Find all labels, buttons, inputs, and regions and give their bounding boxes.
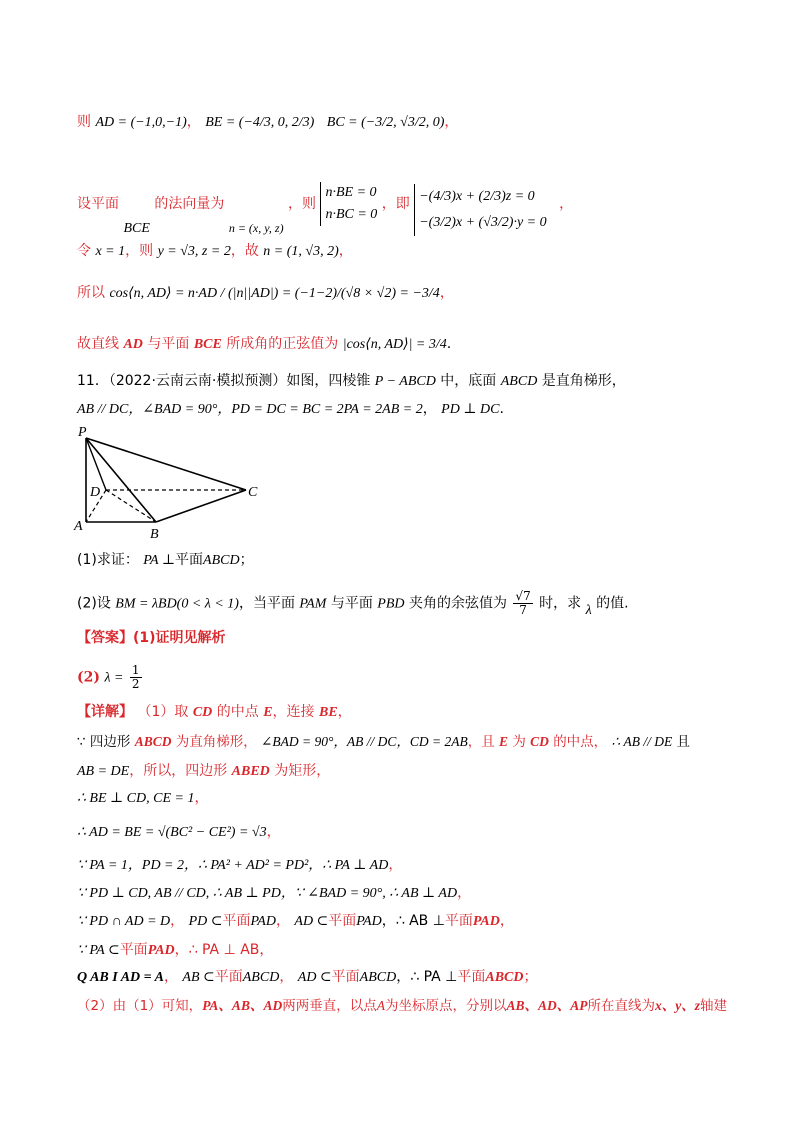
text: 与平面 xyxy=(330,595,373,612)
math: A xyxy=(376,998,385,1013)
math: ∠BAD = 90°，AB // DC，CD = 2AB xyxy=(261,734,468,749)
text: 所在直线为 xyxy=(587,998,655,1014)
math: PAM xyxy=(299,596,327,612)
text: (2)设 xyxy=(77,595,111,612)
math: AD ⊂ xyxy=(297,970,332,985)
text: 则 xyxy=(77,114,91,130)
math: PA、AB、AD xyxy=(202,998,283,1013)
label-b: B xyxy=(150,527,159,542)
text: 所以 xyxy=(77,285,105,301)
text: ， xyxy=(194,790,209,806)
text: 平面 xyxy=(222,913,251,929)
text: 夹角的余弦值为 xyxy=(408,595,507,612)
text: (1)证明见解析 xyxy=(133,630,226,646)
text: 故直线 xyxy=(77,336,119,352)
text: ， xyxy=(259,942,274,958)
numerator: √7 xyxy=(515,589,531,603)
text: 平面 xyxy=(328,913,357,929)
math: BE xyxy=(318,705,338,720)
text: ， xyxy=(186,114,201,130)
detail-label: 【详解】 xyxy=(77,704,133,720)
text: ， xyxy=(170,913,185,929)
math: n = (1, √3, 2) xyxy=(263,244,339,259)
detail-7 xyxy=(77,883,471,904)
detail-11 xyxy=(77,996,727,1016)
math: PA ⊥ xyxy=(143,553,176,568)
text: 与平面 xyxy=(147,336,190,352)
math: CD xyxy=(192,705,213,720)
text: ， xyxy=(163,969,178,985)
text: 平面 xyxy=(119,942,148,958)
plane-name: BCE xyxy=(123,221,150,236)
text: 且 xyxy=(676,734,690,750)
label-c: C xyxy=(248,485,258,500)
text: 11．（2022·云南云南·模拟预测）如图，四棱锥 xyxy=(77,373,371,389)
math: AD xyxy=(123,337,143,352)
question-11-conditions xyxy=(77,399,504,420)
vector-bc: BC = (−3/2, √3/2, 0) xyxy=(326,115,445,130)
denominator: 2 xyxy=(131,677,140,691)
answer xyxy=(77,628,226,648)
text: (2) xyxy=(77,669,100,686)
equation: −(3/2)x + (√3/2)·y = 0 xyxy=(419,215,547,230)
math: AB = DE xyxy=(77,764,130,779)
text: ， xyxy=(338,243,353,259)
label-a: A xyxy=(74,519,83,534)
text: ，∴ AB ⊥ xyxy=(381,913,445,929)
text: 的中点 xyxy=(216,704,259,720)
math: BM = λBD(0 < λ < 1) xyxy=(115,596,239,612)
text: 为直角梯形， xyxy=(175,734,257,750)
text: （2）由（1）可知， xyxy=(77,998,203,1014)
text: 所成角的正弦值为 xyxy=(226,336,339,352)
detail-4 xyxy=(77,788,208,809)
text: （1）取 xyxy=(137,704,189,720)
equation-system-2 xyxy=(414,184,546,236)
vector-be: BE = (−4/3, 0, 2/3) xyxy=(205,115,315,130)
text: . xyxy=(499,401,504,417)
detail-5 xyxy=(77,822,281,843)
math: ∵ PA = 1，PD = 2，∴ PA² + AD² = PD²，∴ PA ⊥ AD xyxy=(77,858,389,873)
part-2 xyxy=(77,590,629,617)
math: PAD xyxy=(147,943,175,958)
text: ， xyxy=(499,913,514,929)
text: ； xyxy=(239,552,254,568)
math: ABCD xyxy=(203,553,240,568)
text: 轴建 xyxy=(699,998,727,1014)
detail-2 xyxy=(77,732,690,752)
equation-system-1 xyxy=(320,182,377,226)
set-x-line xyxy=(77,241,353,262)
text: 平面 xyxy=(444,913,473,929)
math: y = √3, z = 2 xyxy=(157,244,231,259)
text: ， xyxy=(275,913,290,929)
text: ； xyxy=(523,969,538,985)
math: ABED xyxy=(231,764,270,779)
numerator: 1 xyxy=(131,663,140,677)
text: 为矩形， xyxy=(274,763,331,779)
vector-ad: AD = (−1,0,−1) xyxy=(95,115,187,130)
math: ∴ BE ⊥ CD, CE = 1 xyxy=(77,791,195,806)
text: ， xyxy=(457,885,472,901)
text: ， xyxy=(337,704,352,720)
text: ，∴ PA ⊥ xyxy=(396,969,458,985)
label-p: P xyxy=(78,425,87,440)
math: PBD xyxy=(377,596,405,612)
text: ， xyxy=(388,857,403,873)
text: ，故 xyxy=(230,243,259,259)
math: ∵ PD ⊥ CD, AB // CD, ∴ AB ⊥ PD，∵ ∠BAD = 90°, ∴ AB ⊥ AD xyxy=(77,886,458,901)
question-11 xyxy=(77,371,626,392)
math: BCE xyxy=(193,337,222,352)
math: Q AB I AD = A xyxy=(77,970,164,985)
text: ，即 xyxy=(381,196,410,212)
text: ， xyxy=(559,196,574,212)
math: AB、AD、AP xyxy=(506,998,588,1013)
text: 是直角梯形， xyxy=(541,373,626,389)
math: PAD xyxy=(250,914,276,929)
text: ， xyxy=(266,824,281,840)
math: ABCD xyxy=(485,970,524,985)
answer-label: 【答案】 xyxy=(77,630,133,646)
denominator: 7 xyxy=(519,603,527,617)
equation: −(4/3)x + (2/3)z = 0 xyxy=(419,189,535,204)
math: λ = xyxy=(104,670,124,686)
math: |cos⟨n, AD⟩| = 3/4 xyxy=(342,337,447,352)
math: cos⟨n, AD⟩ = n·AD / (|n||AD|) = (−1−2)/(√8 × √2) = −3/4 xyxy=(109,286,440,301)
math: PAD xyxy=(472,914,500,929)
math: E xyxy=(263,705,273,720)
detail-1 xyxy=(77,702,352,723)
detail-3 xyxy=(77,761,330,782)
math: x = 1 xyxy=(95,244,126,259)
math: ABCD xyxy=(500,374,538,389)
text: ∵ 四边形 xyxy=(77,734,131,750)
math: x、y、z xyxy=(654,998,700,1013)
math: ∵ PA ⊂ xyxy=(77,943,120,958)
math: AD ⊂ xyxy=(294,914,329,929)
math: PAD xyxy=(356,914,382,929)
math: ABCD xyxy=(359,970,397,985)
text: ，当平面 xyxy=(238,595,295,612)
equation: n·BE = 0 xyxy=(325,185,377,200)
text: 的法向量为 xyxy=(154,196,225,212)
detail-9 xyxy=(77,940,273,961)
math: AB ⊂ xyxy=(182,970,215,985)
part-1 xyxy=(77,550,254,571)
math: ∴ AD = BE = √(BC² − CE²) = √3 xyxy=(77,825,267,840)
text: . xyxy=(446,336,452,352)
math: PD ⊥ DC xyxy=(441,402,500,417)
normal-vector-line xyxy=(77,178,574,236)
text: ，连接 xyxy=(272,704,315,720)
text: ，∴ PA ⊥ AB xyxy=(174,942,260,958)
text: ， xyxy=(279,969,294,985)
math: ABCD xyxy=(134,734,172,749)
text: 设平面 xyxy=(77,196,119,212)
text: 时，求 xyxy=(539,595,582,612)
text: ， xyxy=(422,401,437,417)
math: ∵ PD ∩ AD = D xyxy=(77,914,171,929)
pyramid-figure xyxy=(70,424,270,544)
fraction xyxy=(130,664,142,691)
math: ABCD xyxy=(242,970,280,985)
text: 令 xyxy=(77,243,91,259)
detail-6 xyxy=(77,855,402,876)
label-d: D xyxy=(90,485,101,500)
math: PD ⊂ xyxy=(188,914,223,929)
text: ，且 xyxy=(467,734,495,750)
math: ∴ AB // DE xyxy=(611,734,673,749)
detail-8 xyxy=(77,911,514,932)
math: λ xyxy=(585,602,592,618)
text: ，所以，四边形 xyxy=(129,763,228,779)
fraction xyxy=(513,590,532,617)
math: AB // DC，∠BAD = 90°，PD = DC = BC = 2PA = 2AB = 2 xyxy=(77,402,423,417)
detail-10 xyxy=(77,967,538,988)
text: 平面 xyxy=(457,969,486,985)
math: E xyxy=(499,734,509,749)
text: 平面 xyxy=(331,969,360,985)
math: P − ABCD xyxy=(374,374,436,389)
text: (1)求证： xyxy=(77,552,139,568)
answer-2 xyxy=(77,664,144,691)
text: 为坐标原点，分别以 xyxy=(384,998,507,1014)
text: 平面 xyxy=(214,969,243,985)
text: 的值. xyxy=(596,595,629,612)
text: 的中点， xyxy=(553,734,608,750)
cosine-line xyxy=(77,283,454,304)
text: ，则 xyxy=(125,243,154,259)
vector-line xyxy=(77,112,458,133)
text: 平面 xyxy=(175,552,204,568)
math: CD xyxy=(530,734,549,749)
text: ， xyxy=(444,114,459,130)
text: 为 xyxy=(512,734,526,750)
text: 两两垂直，以点 xyxy=(282,998,377,1014)
text: ， xyxy=(439,285,454,301)
text: 中，底面 xyxy=(440,373,497,389)
equation: n·BC = 0 xyxy=(325,207,378,222)
text: ，则 xyxy=(288,196,317,212)
conclusion-line xyxy=(77,334,451,355)
normal-vector: n = (x, y, z) xyxy=(228,221,284,235)
